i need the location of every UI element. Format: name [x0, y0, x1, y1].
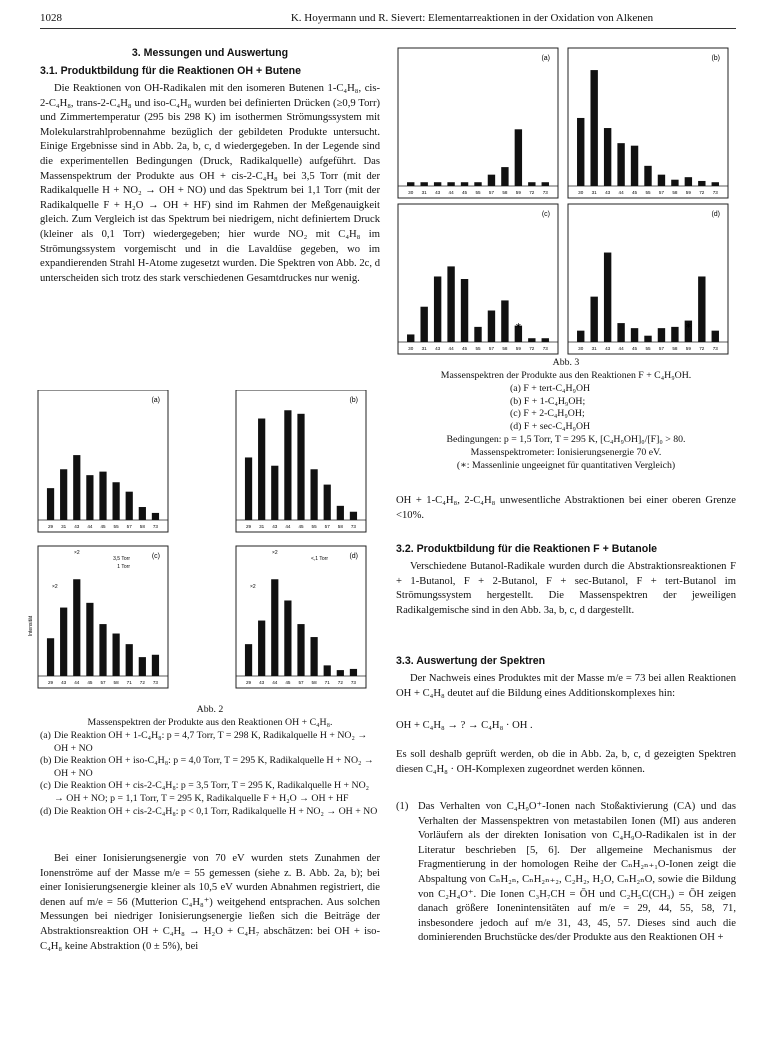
tick-label: 59 — [515, 346, 521, 351]
bar — [350, 512, 357, 520]
star-marker: ∗ — [515, 321, 522, 330]
bar — [698, 276, 705, 342]
caption-item-text: Die Reaktion OH + iso-C₄H₈: p = 4,0 Torr, T = 295 K, Radikalquelle H + NO₂ → OH + NO — [54, 755, 374, 779]
bar — [420, 182, 427, 186]
bar — [461, 279, 468, 342]
tick-label: 57 — [658, 346, 665, 351]
bar — [47, 488, 54, 520]
right-top-paragraph: OH + 1-C₄H₈, 2-C₄H₈ unwesentliche Abstraktionen bei einer oberen Grenze <10%. — [396, 495, 736, 521]
panel-label: (c) — [151, 553, 160, 560]
abb2-caption-line: Massenspektren der Produkte aus den Reaktionen OH + C₄H₈. — [87, 717, 333, 728]
abb3-caption-items — [510, 383, 736, 433]
abb3-note: (∗: Massenlinie ungeeignet für quantitativen Vergleich) — [456, 460, 676, 471]
tick-label: 44 — [448, 346, 454, 351]
panel-label: (c) — [541, 211, 550, 218]
bar — [617, 143, 624, 186]
tick-label: 58 — [672, 190, 678, 195]
tick-label: 45 — [461, 190, 468, 195]
bar — [311, 469, 318, 520]
tick-label: 73 — [152, 524, 159, 529]
bar — [297, 624, 304, 676]
caption-item: (d) F + sec-C₄H₉OH — [510, 420, 591, 432]
section-title: 3. Messungen und Auswertung — [131, 47, 289, 59]
tick-label: 45 — [87, 680, 93, 685]
page-number: 1028 — [40, 12, 62, 24]
intro-paragraph: Die Reaktionen von OH-Radikalen mit den isomeren Butenen 1-C₄H₈, cis-2-C₄H₈, trans-2-C₄H₈ und iso-C₄H₈ wurden bei definierten Drücken (≥0,9 Torr) und Zimmertemperatur (295 bis 298 K) im isothermen Strömungssystem mit Molekularstrahlprobennahme bezüglich der gebildeten Produkte untersucht. Einige Ergebnisse sind in Abb. 2a, b, c, d wiedergegeben. In der Legende sind die experimentellen Bedingungen (Druck, Radikalquelle) aufgeführt. Das Massenspektrum der Produkte aus OH + cis-2-C₄H₈ bei 3,5 Torr (mit der Radikalquelle H + NO₂ → OH + NO) und das Spektrum bei 1,1 Torr (mit der Radikalquelle F + H₂O → OH + HF) sind im Rahmen der Meßgenauigkeit gleich. Zum Vergleich ist das Spektrum bei niedrigem, nicht definiertem Druck (kleiner als 0,1 Torr) wiedergegeben; hier wurde NO₂ mit C₄H₈ im Strömungssystem vorgemischt und in die Lavaldüse gegeben, wo im expandierenden Strahl H-Atome zugesetzt wurden. Die Spektren von Abb. 2c, d unterscheiden sich trotz des stark verschiedenen Gesamtdruckes nur wenig. — [40, 83, 380, 284]
panel-label: (b) — [711, 55, 720, 62]
bar — [324, 485, 331, 520]
panel-label: (b) — [349, 397, 358, 404]
legend-text: <,1 Torr — [311, 556, 328, 562]
bar — [271, 579, 278, 676]
tick-label: 58 — [311, 680, 317, 685]
tick-label: 55 — [645, 346, 651, 351]
tick-label: 43 — [605, 190, 611, 195]
abb3-conditions: Bedingungen: p = 1,5 Torr, T = 295 K, [C₄H₉OH]₀/[F]₀ > 80. — [446, 434, 686, 445]
tick-label: 44 — [618, 346, 624, 351]
left-bottom-paragraph: Bei einer Ionisierungsenergie von 70 eV wurden stets Zunahmen der Ionenströme auf der Masse m/e = 55 gemessen (siehe z. B. Abb. 2a, b); bei einer Ionisierungsenergie kleiner als 10,5 eV wurden Abnahmen registriert, die denen auf m/e = 56 (Mutterion C₄H₈⁺) weitgehend entsprachen. Aus solchen Messungen bei niedriger Ionisierungsenergie ließen sich die Beiträge der Abstraktionsreaktion OH + C₄H₈ → H₂O + C₄H₇ abschätzen: bei OH + iso-C₄H₈ keine Abstraktion (0 ± 5%), bei — [40, 853, 380, 952]
chart-panel — [568, 48, 728, 198]
chart-panel — [236, 546, 366, 688]
bar — [297, 414, 304, 520]
scale-mark: ×2 — [74, 550, 80, 556]
bar — [152, 655, 159, 676]
bar — [447, 182, 454, 186]
tick-label: 72 — [139, 680, 145, 685]
abb3-massspec: Massenspektrometer: Ionisierungsenergie 70 eV. — [470, 447, 662, 458]
tick-label: 45 — [631, 190, 638, 195]
tick-label: 57 — [488, 346, 495, 351]
panel-frame — [398, 48, 558, 198]
tick-label: 29 — [47, 524, 54, 529]
bar — [631, 328, 638, 342]
tick-label: 43 — [272, 524, 278, 529]
chart-panel — [38, 546, 168, 688]
chart-panel — [236, 390, 366, 532]
caption-item — [40, 730, 380, 755]
bar — [434, 182, 441, 186]
tick-label: 73 — [712, 346, 718, 351]
caption-item — [40, 806, 380, 819]
bar — [712, 182, 719, 186]
tick-label: 44 — [272, 680, 278, 685]
bar — [644, 166, 651, 186]
scale-mark: ×2 — [272, 550, 278, 556]
subsection-3-2: 3.2. Produktbildung für die Reaktionen F + Butanole — [396, 543, 658, 555]
tick-label: 44 — [448, 190, 454, 195]
star-marker: ∗ — [685, 321, 692, 330]
tick-label: 57 — [488, 190, 495, 195]
subsection-3-1: 3.1. Produktbildung für die Reaktionen OH + Butene — [40, 65, 302, 77]
scale-mark: ×2 — [52, 584, 58, 590]
tick-label: 73 — [712, 190, 718, 195]
bar — [577, 118, 584, 186]
bar — [337, 506, 344, 520]
tick-label: 30 — [408, 346, 414, 351]
tick-label: 43 — [435, 190, 441, 195]
paragraph-3-2: Verschiedene Butanol-Radikale wurden durch die Abstraktionsreaktionen F + 1-Butanol, F + 2-Butanol, F + sec-Butanol, F + tert-Butanol im Strömungssystem hergestellt. Die Massenspektren der jeweiligen Radikalgemische sind in den Abb. 3a, b, c, d dargestellt. — [396, 561, 736, 616]
bar — [712, 331, 719, 342]
tick-label: 30 — [578, 190, 584, 195]
tick-label: 57 — [126, 524, 132, 529]
chart-panel — [568, 204, 728, 354]
tick-label: 72 — [529, 346, 535, 351]
bar — [139, 657, 146, 676]
bar — [324, 665, 331, 676]
tick-label: 58 — [672, 346, 678, 351]
bar — [126, 492, 133, 520]
bar — [671, 327, 678, 342]
tick-label: 58 — [502, 346, 508, 351]
tick-label: 31 — [259, 524, 265, 529]
bar — [407, 182, 414, 186]
caption-item-text: Die Reaktion OH + 1-C₄H₈: p = 4,7 Torr, T = 298 K, Radikalquelle H + NO₂ → OH + NO — [54, 730, 368, 754]
bar — [245, 644, 252, 676]
list-item-text: Das Verhalten von C₄H₉O⁺-Ionen nach Stoßaktivierung (CA) und das Verhalten der Massenspektren von metastabilen Ionen (MI) aus anderen Vorläufern als der direkten Ionisation von C₄H₉O-Radikalen ist in der Literatur beschrieben [5, 6]. Der allgemeine Mechanismus der Fragmentierung in der homologen Reihe der CₙH₂ₙ₊₁O-Ionen zeigt die Abspaltung von CₙH₂ₙ, CₙH₂ₙ₊₂, C₂H₂, H₂O, CₙH₂ₙO, sowie die Bildung von C₂H₄O⁺. Die Ionen C₃H₇CH = ŌH und C₂H₅C(CH₃) = ŌH zeigen danach größere Ionenintensitäten auf m/e = 29, 44, 55, 58, 71, insbesondere jedoch auf m/e 31, 43, 45, 57. Dieses sind auch die dominierenden Bruchstücke des/der Produkte aus den Reaktionen OH + — [418, 801, 736, 944]
tick-label: 59 — [685, 190, 691, 195]
tick-label: 44 — [74, 680, 80, 685]
running-title: K. Hoyermann und R. Sievert: Elementarreaktionen in der Oxidation von Alkenen — [290, 12, 654, 24]
bar — [86, 475, 93, 520]
bar — [644, 336, 651, 342]
equation: OH + C₄H₈ → ? → C₄H₈ · OH . — [396, 720, 533, 731]
bar — [542, 338, 549, 342]
bar — [698, 181, 705, 186]
tick-label: 44 — [87, 524, 93, 529]
abb3-caption-title: Abb. 3 — [552, 357, 580, 368]
bar — [245, 457, 252, 520]
tick-label: 58 — [113, 680, 119, 685]
tick-label: 29 — [245, 524, 252, 529]
abb2-chart-grid — [28, 390, 380, 695]
tick-label: 45 — [631, 346, 638, 351]
subsection-3-3: 3.3. Auswertung der Spektren — [396, 655, 546, 667]
bar — [258, 621, 265, 676]
tick-label: 73 — [350, 680, 357, 685]
paragraph-3-4: Es soll deshalb geprüft werden, ob die in Abb. 2a, b, c, d gezeigten Spektren diesen C₄H₈ · OH-Komplexen zugeordnet werden können. — [396, 749, 736, 775]
tick-label: 57 — [658, 190, 665, 195]
tick-label: 43 — [61, 680, 67, 685]
list-item-1 — [396, 800, 736, 946]
caption-item: (c) F + 2-C₄H₉OH; — [510, 408, 585, 420]
abb2-caption-items — [40, 730, 380, 818]
caption-item: (b) F + 1-C₄H₉OH; — [510, 395, 586, 407]
tick-label: 45 — [285, 680, 291, 685]
bar — [73, 455, 80, 520]
tick-label: 55 — [113, 524, 119, 529]
bar — [86, 603, 93, 676]
tick-label: 43 — [605, 346, 611, 351]
tick-label: 72 — [337, 680, 343, 685]
tick-label: 31 — [591, 190, 597, 195]
y-axis-label: Intensität — [28, 615, 34, 637]
chart-panel — [398, 204, 558, 354]
bar — [113, 482, 120, 520]
tick-label: 57 — [298, 680, 304, 685]
bar — [604, 253, 611, 342]
tick-label: 72 — [699, 190, 705, 195]
caption-item-text: Die Reaktion OH + cis-2-C₄H₈: p = 3,5 Torr, T = 295 K, Radikalquelle H + NO₂ → OH + NO; p = 1,1 Torr, T = 295 K, Radikalquelle F + H₂O → OH + HF — [54, 780, 370, 804]
chart-panel — [38, 390, 168, 532]
tick-label: 43 — [74, 524, 80, 529]
bar — [99, 472, 106, 520]
bar — [60, 469, 67, 520]
bar — [113, 634, 120, 676]
tick-label: 30 — [578, 346, 584, 351]
legend-text: 3,5 Torr — [113, 556, 130, 562]
bar — [284, 410, 291, 520]
bar — [350, 669, 357, 676]
caption-item-key: (b) — [40, 755, 52, 767]
tick-label: 73 — [350, 524, 357, 529]
caption-item-text: Die Reaktion OH + cis-2-C₄H₈: p < 0,1 Torr, Radikalquelle H + NO₂ → OH + NO — [54, 805, 378, 817]
bar — [407, 334, 414, 342]
bar — [474, 327, 481, 342]
bar — [284, 600, 291, 676]
chart-panel — [398, 48, 558, 198]
tick-label: 43 — [259, 680, 265, 685]
bar — [311, 637, 318, 676]
bar — [47, 638, 54, 676]
abb3-caption-line: Massenspektren der Produkte aus den Reaktionen F + C₄H₉OH. — [440, 370, 692, 381]
caption-item-key: (d) — [40, 805, 52, 817]
scale-mark: ×2 — [250, 584, 256, 590]
tick-label: 58 — [502, 190, 508, 195]
bar — [474, 182, 481, 186]
bar — [488, 311, 495, 343]
header-rule — [40, 28, 736, 29]
bar — [542, 182, 549, 186]
bar — [73, 579, 80, 676]
bar — [139, 507, 146, 520]
bar — [337, 670, 344, 676]
tick-label: 43 — [435, 346, 441, 351]
tick-label: 31 — [421, 346, 427, 351]
bar — [271, 466, 278, 520]
bar — [590, 70, 597, 186]
caption-item-key: (a) — [40, 730, 51, 741]
panel-label: (d) — [349, 553, 358, 560]
tick-label: 45 — [100, 524, 106, 529]
caption-item — [40, 755, 380, 780]
tick-label: 44 — [618, 190, 624, 195]
bar — [420, 307, 427, 342]
caption-item — [40, 780, 380, 805]
tick-label: 55 — [475, 346, 481, 351]
caption-item-key: (c) — [40, 780, 51, 792]
tick-label: 59 — [515, 190, 521, 195]
tick-label: 55 — [475, 190, 481, 195]
tick-label: 45 — [298, 524, 304, 529]
figure-abb3 — [394, 44, 738, 356]
bar — [152, 513, 159, 520]
legend-text: 1 Torr — [117, 564, 130, 570]
bar — [617, 323, 624, 342]
bar — [447, 266, 454, 342]
tick-label: 72 — [699, 346, 705, 351]
abb2-caption-title: Abb. 2 — [196, 704, 224, 715]
bar — [126, 644, 133, 676]
bar — [501, 300, 508, 342]
tick-label: 58 — [337, 524, 343, 529]
bar — [685, 177, 692, 186]
tick-label: 31 — [421, 190, 427, 195]
caption-item: (a) F + tert-C₄H₉OH — [510, 383, 591, 394]
bar — [528, 182, 535, 186]
tick-label: 31 — [61, 524, 67, 529]
bar — [528, 338, 535, 342]
tick-label: 57 — [100, 680, 106, 685]
tick-label: 29 — [47, 680, 54, 685]
abb3-chart-grid — [394, 44, 738, 356]
tick-label: 71 — [126, 680, 132, 685]
tick-label: 55 — [311, 524, 317, 529]
tick-label: 58 — [139, 524, 145, 529]
tick-label: 71 — [324, 680, 330, 685]
bar — [488, 175, 495, 186]
tick-label: 72 — [529, 190, 535, 195]
bar — [258, 419, 265, 520]
bar — [515, 129, 522, 186]
bar — [461, 182, 468, 186]
tick-label: 30 — [408, 190, 414, 195]
bar — [60, 608, 67, 676]
bar — [671, 180, 678, 186]
panel-label: (a) — [541, 55, 550, 62]
bar — [590, 297, 597, 342]
bar — [658, 175, 665, 186]
panel-label: (d) — [711, 211, 720, 218]
tick-label: 45 — [461, 346, 468, 351]
paragraph-3-3: Der Nachweis eines Produktes mit der Masse m/e = 73 bei allen Reaktionen OH + C₄H₈ deutet auf die Bildung eines Additionskomplexes hin: — [396, 673, 736, 699]
bar — [631, 146, 638, 186]
tick-label: 59 — [685, 346, 691, 351]
tick-label: 73 — [152, 680, 159, 685]
bar — [501, 167, 508, 186]
panel-label: (a) — [151, 397, 160, 404]
figure-abb2 — [28, 390, 380, 695]
tick-label: 55 — [645, 190, 651, 195]
tick-label: 29 — [245, 680, 252, 685]
tick-label: 57 — [324, 524, 330, 529]
bar — [604, 128, 611, 186]
bar — [577, 331, 584, 342]
tick-label: 44 — [285, 524, 291, 529]
bar — [658, 328, 665, 342]
list-item-number: (1) — [396, 801, 409, 812]
bar — [99, 624, 106, 676]
bar — [434, 276, 441, 342]
tick-label: 73 — [542, 190, 548, 195]
tick-label: 31 — [591, 346, 597, 351]
tick-label: 73 — [542, 346, 548, 351]
